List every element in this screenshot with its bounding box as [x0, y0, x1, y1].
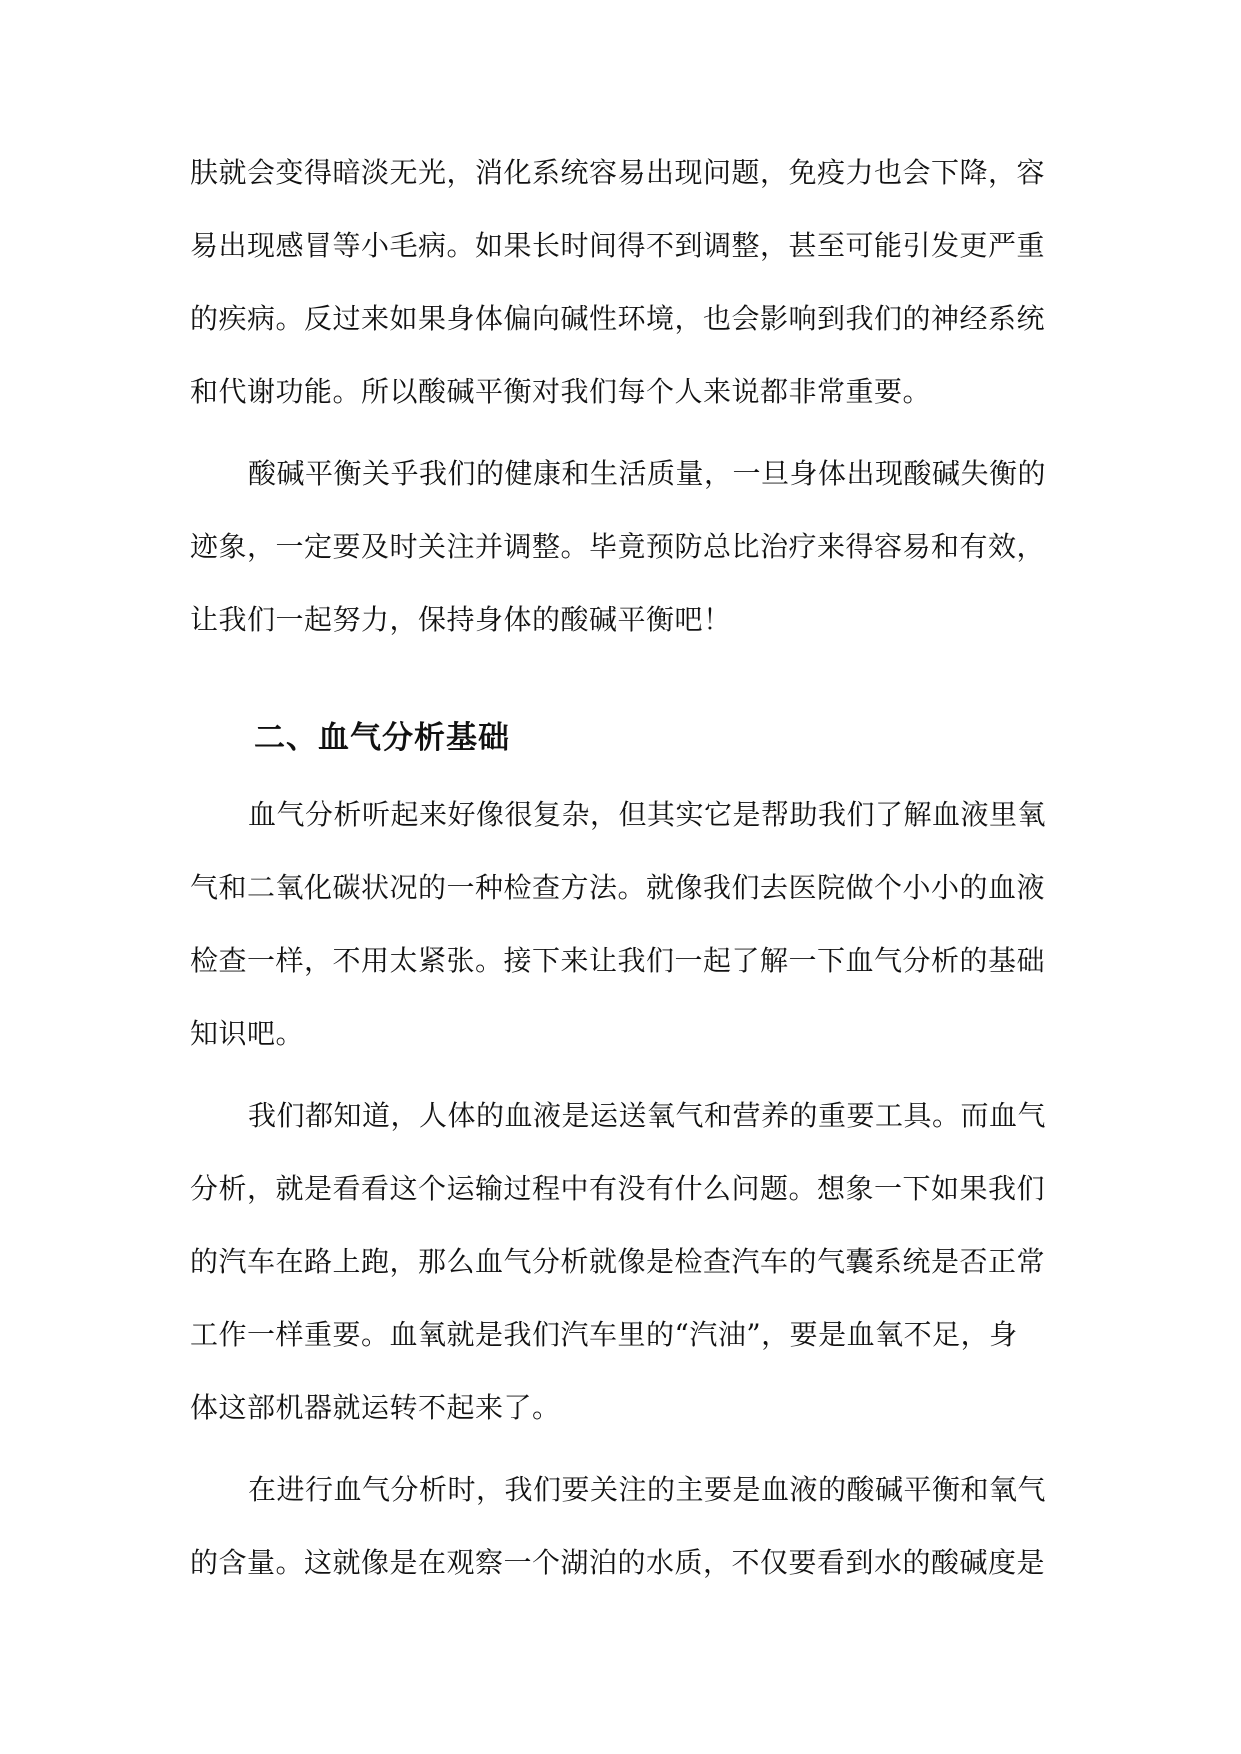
paragraph-line: 知识吧。	[190, 1017, 305, 1050]
paragraph-line: 体这部机器就运转不起来了。	[190, 1391, 561, 1424]
paragraph-line: 让我们一起努力，保持身体的酸碱平衡吧！	[190, 603, 732, 636]
paragraph-line: 迹象，一定要及时关注并调整。毕竟预防总比治疗来得容易和有效，	[190, 530, 1046, 563]
paragraph-line: 易出现感冒等小毛病。如果长时间得不到调整，甚至可能引发更严重	[190, 229, 1046, 262]
paragraph-line: 分析，就是看看这个运输过程中有没有什么问题。想象一下如果我们	[190, 1172, 1046, 1205]
paragraph-line: 肤就会变得暗淡无光，消化系统容易出现问题，免疫力也会下降，容	[190, 156, 1046, 189]
paragraph-line: 气和二氧化碳状况的一种检查方法。就像我们去医院做个小小的血液	[190, 871, 1046, 904]
paragraph-line: 的疾病。反过来如果身体偏向碱性环境，也会影响到我们的神经系统	[190, 302, 1046, 335]
paragraph-line: 检查一样，不用太紧张。接下来让我们一起了解一下血气分析的基础	[190, 944, 1046, 977]
paragraph-line: 的含量。这就像是在观察一个湖泊的水质，不仅要看到水的酸碱度是	[190, 1546, 1046, 1579]
paragraph-line: 血气分析听起来好像很复杂，但其实它是帮助我们了解血液里氧	[248, 798, 1047, 831]
paragraph-line: 和代谢功能。所以酸碱平衡对我们每个人来说都非常重要。	[190, 375, 932, 408]
paragraph-line: 工作一样重要。血氧就是我们汽车里的“汽油”，要是血氧不足，身	[190, 1318, 1018, 1351]
paragraph-line: 酸碱平衡关乎我们的健康和生活质量，一旦身体出现酸碱失衡的	[248, 457, 1047, 490]
paragraph-line: 的汽车在路上跑，那么血气分析就像是检查汽车的气囊系统是否正常	[190, 1245, 1046, 1278]
paragraph-line: 在进行血气分析时，我们要关注的主要是血液的酸碱平衡和氧气	[248, 1473, 1047, 1506]
section-heading: 二、血气分析基础	[254, 720, 510, 756]
paragraph-line: 我们都知道，人体的血液是运送氧气和营养的重要工具。而血气	[248, 1099, 1047, 1132]
